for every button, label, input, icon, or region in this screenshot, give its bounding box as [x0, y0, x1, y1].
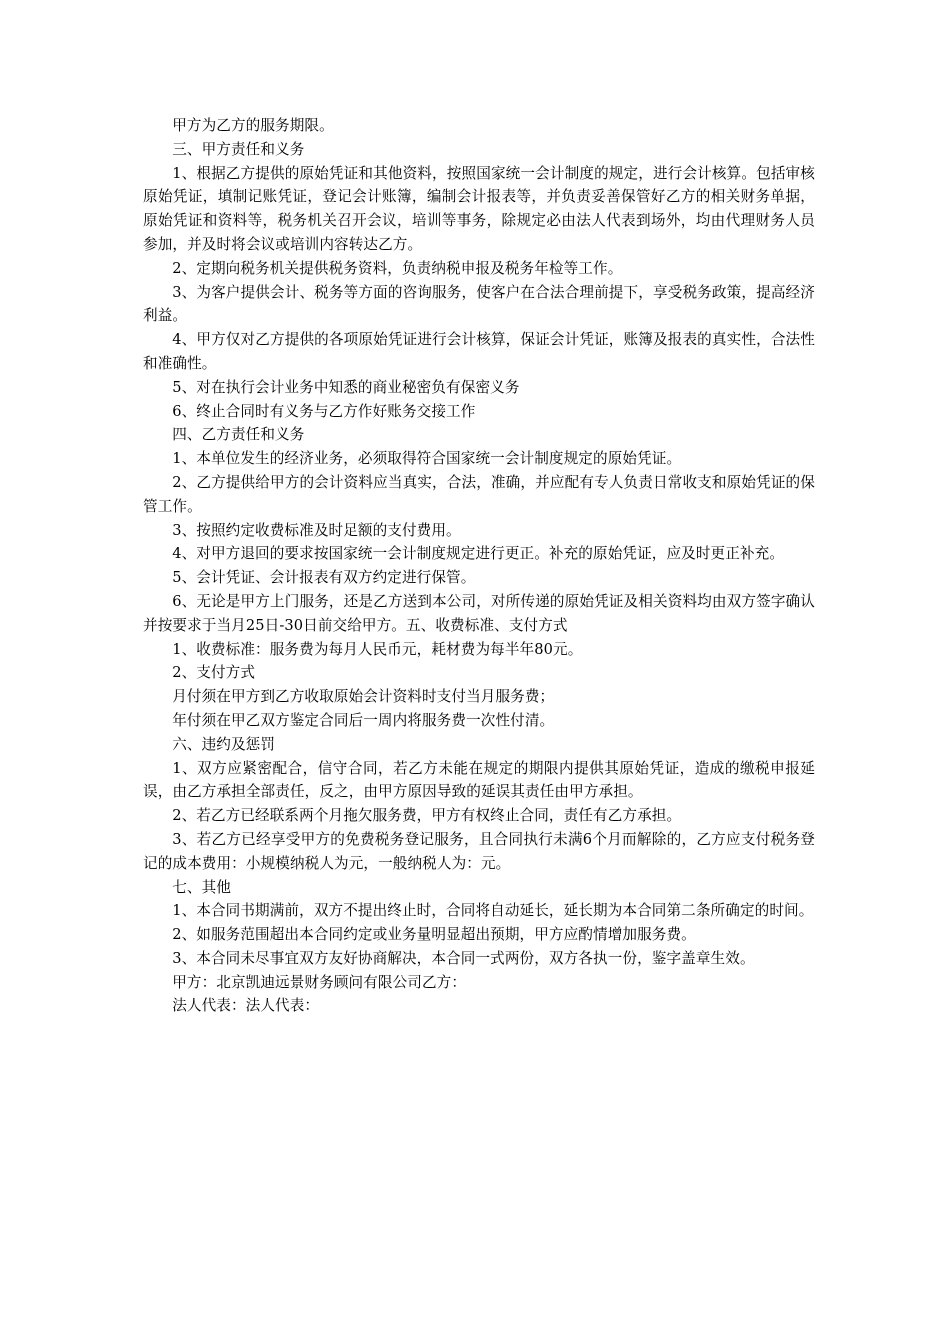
paragraph-other-2: 2、如服务范围超出本合同约定或业务量明显超出预期，甲方应酌情增加服务费。: [172, 926, 696, 944]
paragraph-breach-2: 2、若乙方已经联系两个月拖欠服务费，甲方有权终止合同，责任有乙方承担。: [172, 807, 682, 825]
paragraph-b-3: 3、按照约定收费标准及时足额的支付费用。: [172, 521, 461, 539]
paragraph-a-6: 6、终止合同时有义务与乙方作好账务交接工作: [172, 402, 476, 420]
paragraph-b-2: 2、乙方提供给甲方的会计资料应当真实，合法，准确，并应配有专人负责日常收支和原始凭证的保管工作。: [143, 473, 815, 515]
section-heading-party-b-duties: 四、乙方责任和义务: [172, 426, 305, 444]
paragraph-a-3: 3、为客户提供会计、税务等方面的咨询服务，使客户在合法合理前提下，享受税务政策，提高经济利益。: [143, 283, 815, 325]
paragraph-b-1: 1、本单位发生的经济业务，必须取得符合国家统一会计制度规定的原始凭证。: [172, 450, 682, 468]
section-heading-breach: 六、违约及惩罚: [172, 735, 276, 753]
paragraph-breach-1: 1、双方应紧密配合，信守合同，若乙方未能在规定的期限内提供其原始凭证，造成的缴税申报延误，由乙方承担全部责任，反之，由甲方原因导致的延误其责任由甲方承担。: [143, 759, 815, 801]
signature-parties-line: 甲方：北京凯迪远景财务顾问有限公司乙方：: [172, 973, 467, 991]
paragraph-b-6: 6、无论是甲方上门服务，还是乙方送到本公司，对所传递的原始凭证及相关资料均由双方签字确认并按要求于当月25日-30日前交给甲方。五、收费标准、支付方式: [143, 592, 815, 634]
paragraph-fee-standard: 1、收费标准：服务费为每月人民币元，耗材费为每半年80元。: [172, 640, 583, 658]
paragraph-a-5: 5、对在执行会计业务中知悉的商业秘密负有保密义务: [172, 378, 520, 396]
document-body: [143, 114, 815, 1018]
paragraph-a-2: 2、定期向税务机关提供税务资料，负责纳税申报及税务年检等工作。: [172, 259, 623, 277]
paragraph-payment-method: 2、支付方式: [172, 664, 256, 682]
paragraph-service-term: 甲方为乙方的服务期限。: [172, 117, 334, 134]
paragraph-other-3: 3、本合同未尽事宜双方友好协商解决，本合同一式两份，双方各执一份，鉴字盖章生效。: [172, 949, 755, 967]
paragraph-a-4: 4、甲方仅对乙方提供的各项原始凭证进行会计核算，保证会计凭证，账簿及报表的真实性，合法性和准确性。: [143, 331, 815, 372]
paragraph-monthly-payment: 月付须在甲方到乙方收取原始会计资料时支付当月服务费；: [172, 688, 555, 706]
paragraph-annual-payment: 年付须在甲乙双方鉴定合同后一周内将服务费一次性付清。: [172, 711, 555, 729]
paragraph-breach-3: 3、若乙方已经享受甲方的免费税务登记服务，且合同执行未满6个月而解除的，乙方应支付税务登记的成本费用：小规模纳税人为元，一般纳税人为：元。: [143, 830, 815, 872]
section-heading-other: 七、其他: [172, 878, 231, 896]
paragraph-b-4: 4、对甲方退回的要求按国家统一会计制度规定进行更正。补充的原始凭证，应及时更正补充。: [172, 545, 785, 563]
paragraph-b-5: 5、会计凭证、会计报表有双方约定进行保管。: [172, 569, 476, 587]
signature-representatives-line: 法人代表：法人代表：: [172, 997, 320, 1015]
section-heading-party-a-duties: 三、甲方责任和义务: [172, 140, 305, 158]
paragraph-a-1: 1、根据乙方提供的原始凭证和其他资料，按照国家统一会计制度的规定，进行会计核算。包括审核原始凭证，填制记账凭证，登记会计账簿，编制会计报表等，并负责妥善保管好乙方的相关财务单据，原始凭证和资料等，税务机关召开会议，培训等事务，除规定必由法人代表到场外，均由代理财务人员参加，并及时将会议或培训内容转达乙方。: [143, 164, 815, 253]
paragraph-other-1: 1、本合同书期满前，双方不提出终止时，合同将自动延长，延长期为本合同第二条所确定的时间。: [172, 902, 814, 920]
